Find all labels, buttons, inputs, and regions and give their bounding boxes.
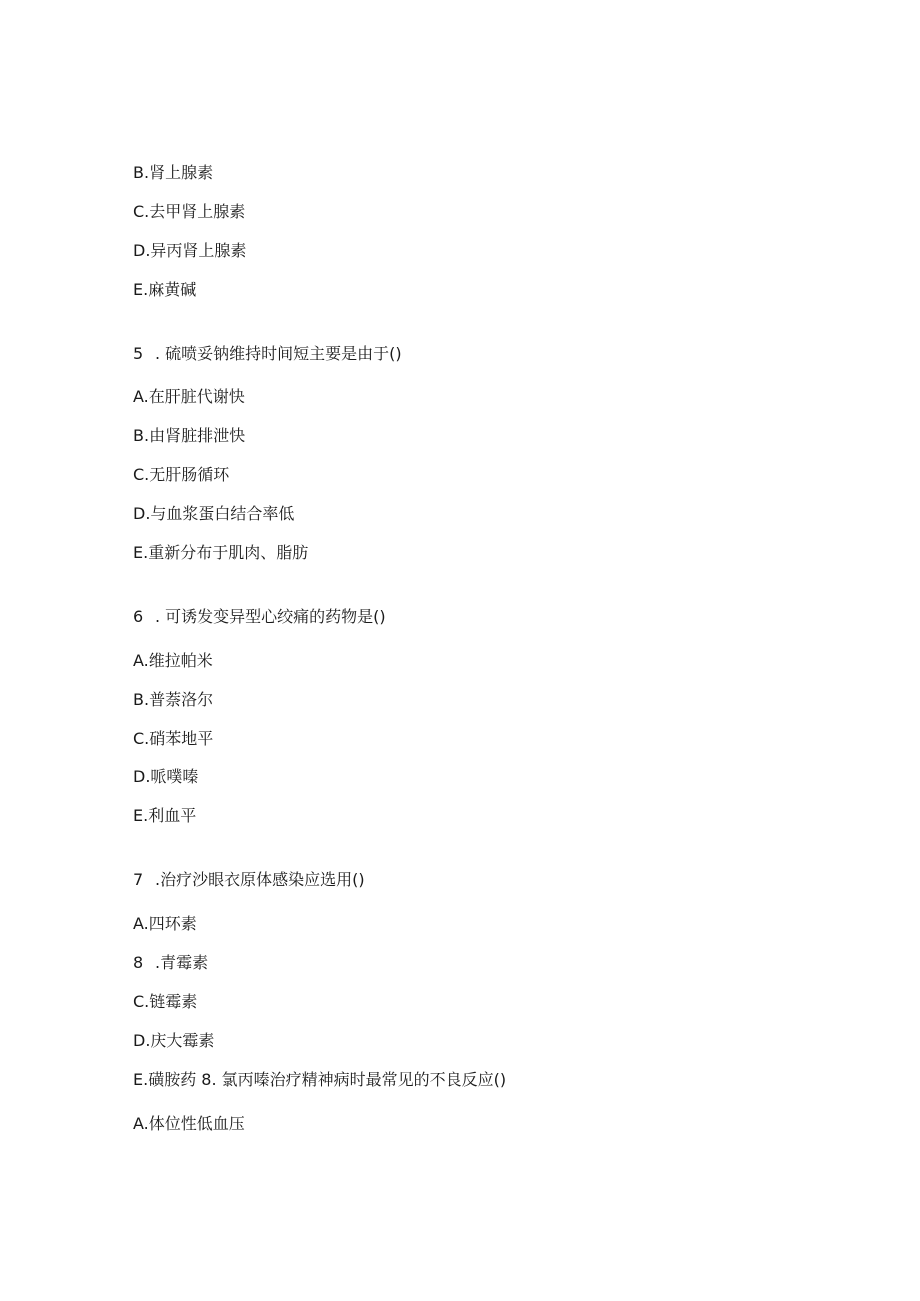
question-text: .青霉素 — [155, 953, 209, 972]
option-line: B.由肾脏排泄快 — [133, 426, 246, 445]
option-line: A.在肝脏代谢快 — [133, 387, 245, 406]
question-number: 8 — [133, 953, 144, 972]
question-line — [133, 953, 208, 973]
question-text: . 可诱发变异型心绞痛的药物是() — [155, 607, 386, 626]
question-text: . 硫喷妥钠维持时间短主要是由于() — [155, 344, 402, 363]
option-line: D.庆大霉素 — [133, 1031, 215, 1050]
option-line: C.链霉素 — [133, 992, 198, 1011]
option-line: A.维拉帕米 — [133, 651, 213, 670]
option-line: B.肾上腺素 — [133, 163, 214, 182]
option-line: C.去甲肾上腺素 — [133, 202, 246, 221]
option-line: B.普萘洛尔 — [133, 690, 214, 709]
option-line: E.磺胺药 8. 氯丙嗪治疗精神病时最常见的不良反应() — [133, 1070, 507, 1089]
question-number: 5 — [133, 344, 144, 363]
question-text: .治疗沙眼衣原体感染应选用() — [155, 870, 365, 889]
question-number: 6 — [133, 607, 144, 626]
option-line: D.异丙肾上腺素 — [133, 241, 247, 260]
option-line: C.硝苯地平 — [133, 729, 214, 748]
option-line: D.与血浆蛋白结合率低 — [133, 504, 295, 523]
question-number: 7 — [133, 870, 144, 889]
option-line: A.四环素 — [133, 914, 197, 933]
option-line: E.重新分布于肌肉、脂肪 — [133, 543, 309, 562]
question-line — [133, 344, 402, 364]
option-line: D.哌噗嗪 — [133, 767, 199, 786]
question-line — [133, 870, 365, 890]
option-line: E.麻黄碱 — [133, 280, 197, 299]
option-line: E.利血平 — [133, 806, 197, 825]
option-line: A.体位性低血压 — [133, 1114, 245, 1133]
option-line: C.无肝肠循环 — [133, 465, 230, 484]
question-line — [133, 607, 386, 627]
